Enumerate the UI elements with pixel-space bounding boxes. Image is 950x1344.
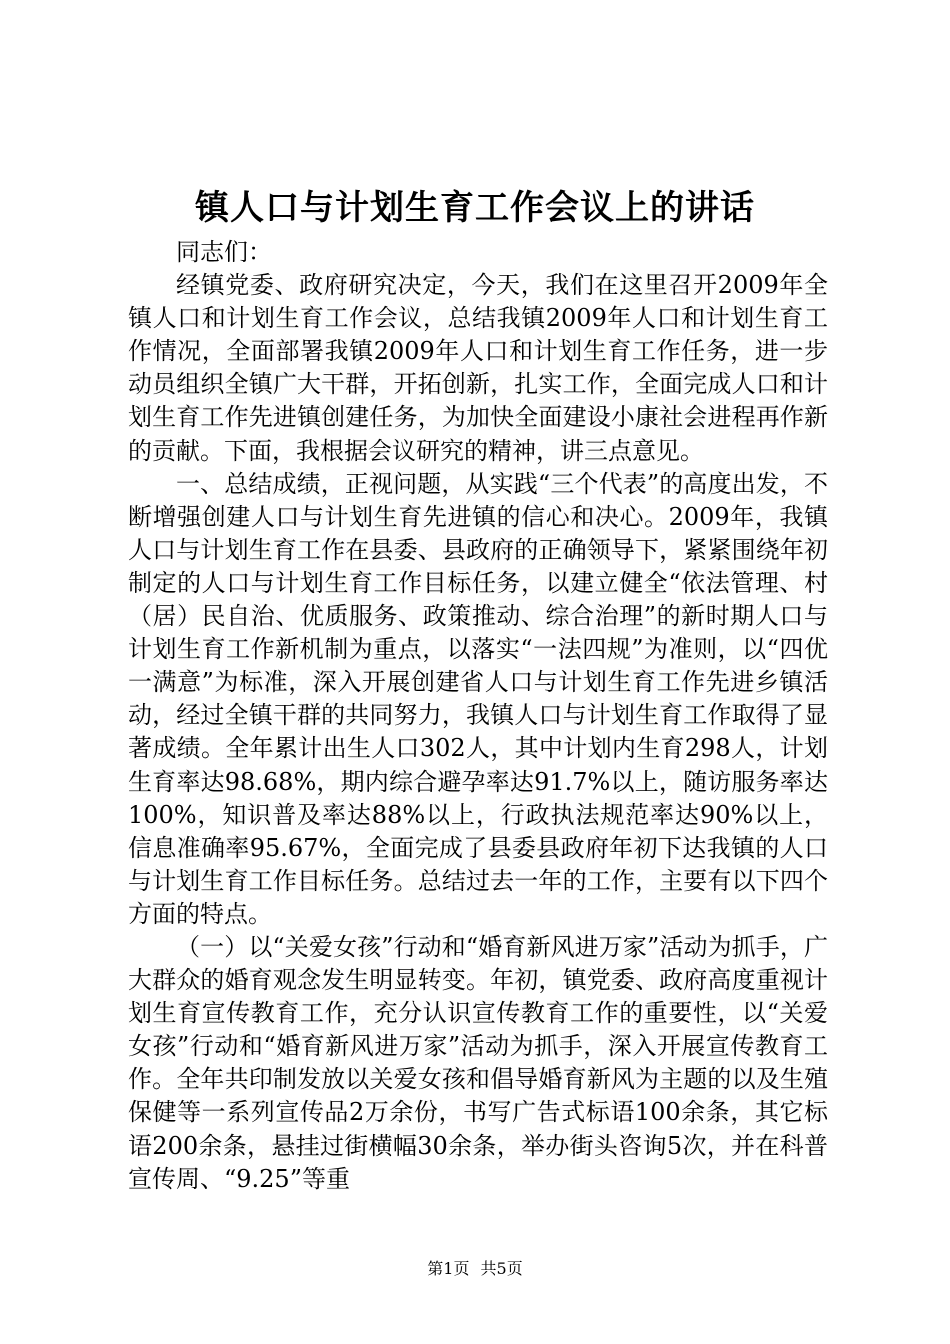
- page-total: 共5页: [480, 1259, 523, 1278]
- intro-paragraph: 经镇党委、政府研究决定，今天，我们在这里召开2009年全镇人口和计划生育工作会议，总结我镇2009年人口和计划生育工作情况，全面部署我镇2009年人口和计划生育工作任务，进一步动员组织全镇广大干群，开拓创新，扎实工作，全面完成人口和计划生育工作先进镇创建任务，为加快全面建设小康社会进程再作新的贡献。下面，我根据会议研究的精神，讲三点意见。: [128, 271, 828, 465]
- page-footer: [0, 1258, 950, 1280]
- subsection-one-paragraph: （一）以“关爱女孩”行动和“婚育新风进万家”活动为抓手，广大群众的婚育观念发生明显转变。年初，镇党委、政府高度重视计划生育宣传教育工作，充分认识宣传教育工作的重要性，以“关爱女孩”行动和“婚育新风进万家”活动为抓手，深入开展宣传教育工作。全年共印制发放以关爱女孩和倡导婚育新风为主题的以及生殖保健等一系列宣传品2万余份，书写广告式标语100余条，其它标语200余条，悬挂过街横幅30余条，举办街头咨询5次，并在科普宣传周、“9.25”等重: [128, 932, 828, 1193]
- section-one-paragraph: 一、总结成绩，正视问题，从实践“三个代表”的高度出发，不断增强创建人口与计划生育先进镇的信心和决心。2009年，我镇人口与计划生育工作在县委、县政府的正确领导下，紧紧围绕年初制定的人口与计划生育工作目标任务，以建立健全“依法管理、村（居）民自治、优质服务、政策推动、综合治理”的新时期人口与计划生育工作新机制为重点，以落实“一法四规”为准则，以“四优一满意”为标准，深入开展创建省人口与计划生育工作先进乡镇活动，经过全镇干群的共同努力，我镇人口与计划生育工作取得了显著成绩。全年累计出生人口302人，其中计划内生育298人，计划生育率达98.68%，期内综合避孕率达91.7%以上，随访服务率达100%，知识普及率达88%以上，行政执法规范率达90%以上，信息准确率95.67%，全面完成了县委县政府年初下达我镇的人口与计划生育工作目标任务。总结过去一年的工作，主要有以下四个方面的特点。: [128, 469, 828, 928]
- document-body: [128, 236, 828, 1196]
- document-title: 镇人口与计划生育工作会议上的讲话: [195, 188, 755, 228]
- salutation-paragraph: 同志们：: [176, 238, 272, 266]
- page-number: 第1页: [427, 1259, 470, 1278]
